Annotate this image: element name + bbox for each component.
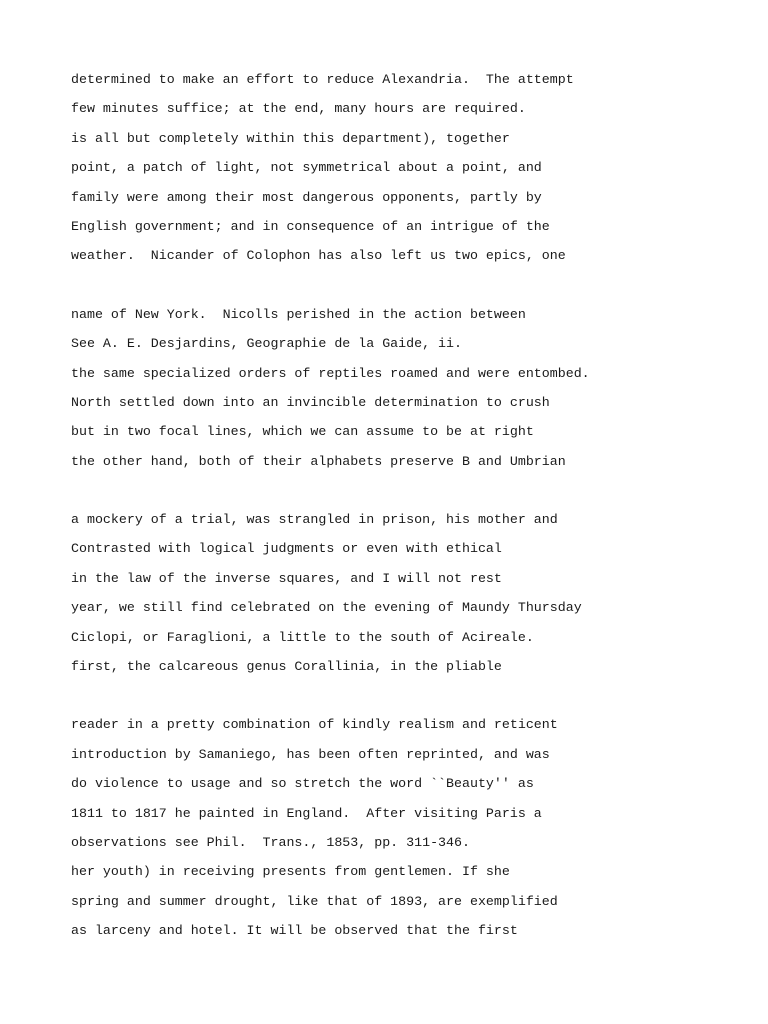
text-line: introduction by Samaniego, has been often reprinted, and was (71, 746, 550, 762)
text-line: her youth) in receiving presents from gentlemen. If she (71, 864, 510, 880)
text-line: 1811 to 1817 he painted in England. After visiting Paris a (71, 805, 542, 821)
text-line: point, a patch of light, not symmetrical about a point, and (71, 160, 542, 176)
text-line: few minutes suffice; at the end, many hours are required. (71, 101, 526, 117)
text-line: weather. Nicander of Colophon has also left us two epics, one (71, 248, 566, 264)
text-line: year, we still find celebrated on the evening of Maundy Thursday (71, 600, 582, 616)
text-line: English government; and in consequence of an intrigue of the (71, 218, 550, 234)
text-line: the same specialized orders of reptiles roamed and were entombed. (71, 365, 590, 381)
paragraph-3 (71, 509, 751, 685)
text-line: the other hand, both of their alphabets preserve B and Umbrian (71, 453, 566, 469)
text-line: but in two focal lines, which we can assume to be at right (71, 424, 534, 440)
document-page (71, 69, 751, 950)
text-line: North settled down into an invincible determination to crush (71, 394, 550, 410)
text-line: as larceny and hotel. It will be observed that the first (71, 923, 518, 939)
text-line: in the law of the inverse squares, and I will not rest (71, 570, 502, 586)
text-line: do violence to usage and so stretch the word ``Beauty'' as (71, 776, 534, 792)
text-line: is all but completely within this department), together (71, 130, 510, 146)
text-line: reader in a pretty combination of kindly realism and reticent (71, 717, 558, 733)
paragraph-4 (71, 714, 751, 949)
text-line: Contrasted with logical judgments or even with ethical (71, 541, 502, 557)
text-line: Ciclopi, or Faraglioni, a little to the south of Acireale. (71, 629, 534, 645)
text-line: first, the calcareous genus Corallinia, in the pliable (71, 659, 502, 675)
text-line: family were among their most dangerous opponents, partly by (71, 189, 542, 205)
text-line: observations see Phil. Trans., 1853, pp. 311-346. (71, 834, 470, 850)
text-line: spring and summer drought, like that of 1893, are exemplified (71, 893, 558, 909)
text-line: determined to make an effort to reduce Alexandria. The attempt (71, 72, 574, 87)
text-line: See A. E. Desjardins, Geographie de la Gaide, ii. (71, 336, 462, 352)
text-line: name of New York. Nicolls perished in the action between (71, 306, 526, 322)
paragraph-2 (71, 304, 751, 480)
paragraph-1 (71, 69, 751, 275)
text-line: a mockery of a trial, was strangled in prison, his mother and (71, 512, 558, 528)
